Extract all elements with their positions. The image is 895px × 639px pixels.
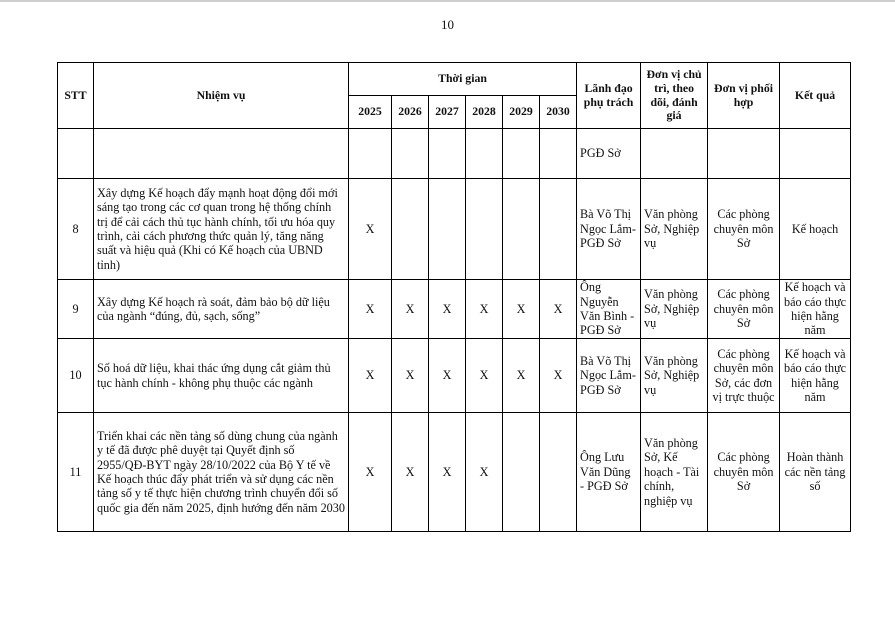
header-year: 2025 bbox=[349, 96, 392, 129]
cell-lead: Ông Nguyễn Văn Bình - PGĐ Sở bbox=[577, 280, 641, 339]
cell-mark bbox=[540, 413, 577, 532]
cell-result: Kế hoạch và báo cáo thực hiện hằng năm bbox=[780, 280, 851, 339]
cell-mark: X bbox=[429, 413, 466, 532]
table-row bbox=[58, 339, 851, 413]
cell-task bbox=[94, 129, 349, 179]
cell-mark bbox=[466, 129, 503, 179]
cell-lead: Bà Võ Thị Ngọc Lắm-PGĐ Sở bbox=[577, 339, 641, 413]
cell-unit-main: Văn phòng Sở, Nghiệp vụ bbox=[641, 280, 708, 339]
cell-mark bbox=[349, 129, 392, 179]
header-task: Nhiệm vụ bbox=[94, 63, 349, 129]
cell-mark: X bbox=[349, 339, 392, 413]
cell-mark bbox=[503, 129, 540, 179]
cell-mark: X bbox=[503, 339, 540, 413]
cell-task: Số hoá dữ liệu, khai thác ứng dụng cắt giảm thủ tục hành chính - không phụ thuộc các ngành bbox=[94, 339, 349, 413]
table-row bbox=[58, 413, 851, 532]
cell-mark: X bbox=[349, 413, 392, 532]
cell-mark: X bbox=[392, 413, 429, 532]
cell-unit-coop: Các phòng chuyên môn Sở, các đơn vị trực thuộc bbox=[708, 339, 780, 413]
cell-mark: X bbox=[540, 280, 577, 339]
cell-mark bbox=[540, 129, 577, 179]
cell-mark bbox=[392, 129, 429, 179]
header-year: 2026 bbox=[392, 96, 429, 129]
cell-unit-coop: Các phòng chuyên môn Sở bbox=[708, 179, 780, 280]
cell-stt: 9 bbox=[58, 280, 94, 339]
header-unit-coop: Đơn vị phối hợp bbox=[708, 63, 780, 129]
cell-unit-coop: Các phòng chuyên môn Sở bbox=[708, 413, 780, 532]
header-year: 2028 bbox=[466, 96, 503, 129]
cell-task: Xây dựng Kế hoạch đẩy mạnh hoạt động đổi mới sáng tạo trong các cơ quan trong hệ thống chính trị để cải cách thủ tục hành chính, tối ưu hóa quy trình, cải cách phương thức quản lý, tăng năng suất và hiệu quả (Khi có Kế hoạch của UBND tỉnh) bbox=[94, 179, 349, 280]
header-year: 2030 bbox=[540, 96, 577, 129]
cell-mark: X bbox=[392, 280, 429, 339]
cell-unit-coop: Các phòng chuyên môn Sở bbox=[708, 280, 780, 339]
header-year: 2027 bbox=[429, 96, 466, 129]
cell-mark: X bbox=[466, 413, 503, 532]
cell-stt: 8 bbox=[58, 179, 94, 280]
cell-lead: PGĐ Sở bbox=[577, 129, 641, 179]
cell-mark: X bbox=[466, 280, 503, 339]
cell-mark: X bbox=[392, 339, 429, 413]
cell-result: Hoàn thành các nền tảng số bbox=[780, 413, 851, 532]
table-row bbox=[58, 179, 851, 280]
cell-stt bbox=[58, 129, 94, 179]
cell-mark: X bbox=[466, 339, 503, 413]
cell-unit-main: Văn phòng Sở, Kế hoạch - Tài chính, nghiệp vụ bbox=[641, 413, 708, 532]
header-lead: Lãnh đạo phụ trách bbox=[577, 63, 641, 129]
cell-mark: X bbox=[540, 339, 577, 413]
cell-unit-main bbox=[641, 129, 708, 179]
cell-lead: Ông Lưu Văn Dũng - PGĐ Sở bbox=[577, 413, 641, 532]
cell-unit-main: Văn phòng Sở, Nghiệp vụ bbox=[641, 339, 708, 413]
header-result: Kết quả bbox=[780, 63, 851, 129]
cell-stt: 10 bbox=[58, 339, 94, 413]
cell-mark bbox=[429, 129, 466, 179]
cell-result: Kế hoạch bbox=[780, 179, 851, 280]
header-unit-main: Đơn vị chủ trì, theo dõi, đánh giá bbox=[641, 63, 708, 129]
task-plan-table bbox=[57, 62, 851, 532]
header-stt: STT bbox=[58, 63, 94, 129]
cell-mark bbox=[466, 179, 503, 280]
page-number: 10 bbox=[441, 17, 454, 32]
cell-task: Xây dựng Kế hoạch rà soát, đảm bảo bộ dữ liệu của ngành “đúng, đủ, sạch, sống” bbox=[94, 280, 349, 339]
cell-mark: X bbox=[349, 280, 392, 339]
cell-mark bbox=[540, 179, 577, 280]
cell-mark bbox=[392, 179, 429, 280]
table-row bbox=[58, 280, 851, 339]
cell-unit-coop bbox=[708, 129, 780, 179]
cell-mark: X bbox=[349, 179, 392, 280]
header-row-1 bbox=[58, 63, 851, 96]
header-time: Thời gian bbox=[349, 63, 577, 96]
cell-stt: 11 bbox=[58, 413, 94, 532]
cell-lead: Bà Võ Thị Ngọc Lắm-PGĐ Sở bbox=[577, 179, 641, 280]
cell-task: Triển khai các nền tảng số dùng chung của ngành y tế đã được phê duyệt tại Quyết định số 2955/QĐ-BYT ngày 28/10/2022 của Bộ Y tế về Kế hoạch thúc đẩy phát triển và sử dụng các nền tảng số y tế thực hiện chương trình chuyển đổi số quốc gia đến năm 2025, định hướng đến năm 2030 bbox=[94, 413, 349, 532]
table-row bbox=[58, 129, 851, 179]
cell-mark: X bbox=[429, 339, 466, 413]
cell-unit-main: Văn phòng Sở, Nghiệp vụ bbox=[641, 179, 708, 280]
cell-mark bbox=[429, 179, 466, 280]
cell-result: Kế hoạch và báo cáo thực hiện hằng năm bbox=[780, 339, 851, 413]
header-year: 2029 bbox=[503, 96, 540, 129]
page-top-edge bbox=[0, 0, 895, 2]
cell-result bbox=[780, 129, 851, 179]
cell-mark bbox=[503, 179, 540, 280]
cell-mark bbox=[503, 413, 540, 532]
cell-mark: X bbox=[429, 280, 466, 339]
cell-mark: X bbox=[503, 280, 540, 339]
